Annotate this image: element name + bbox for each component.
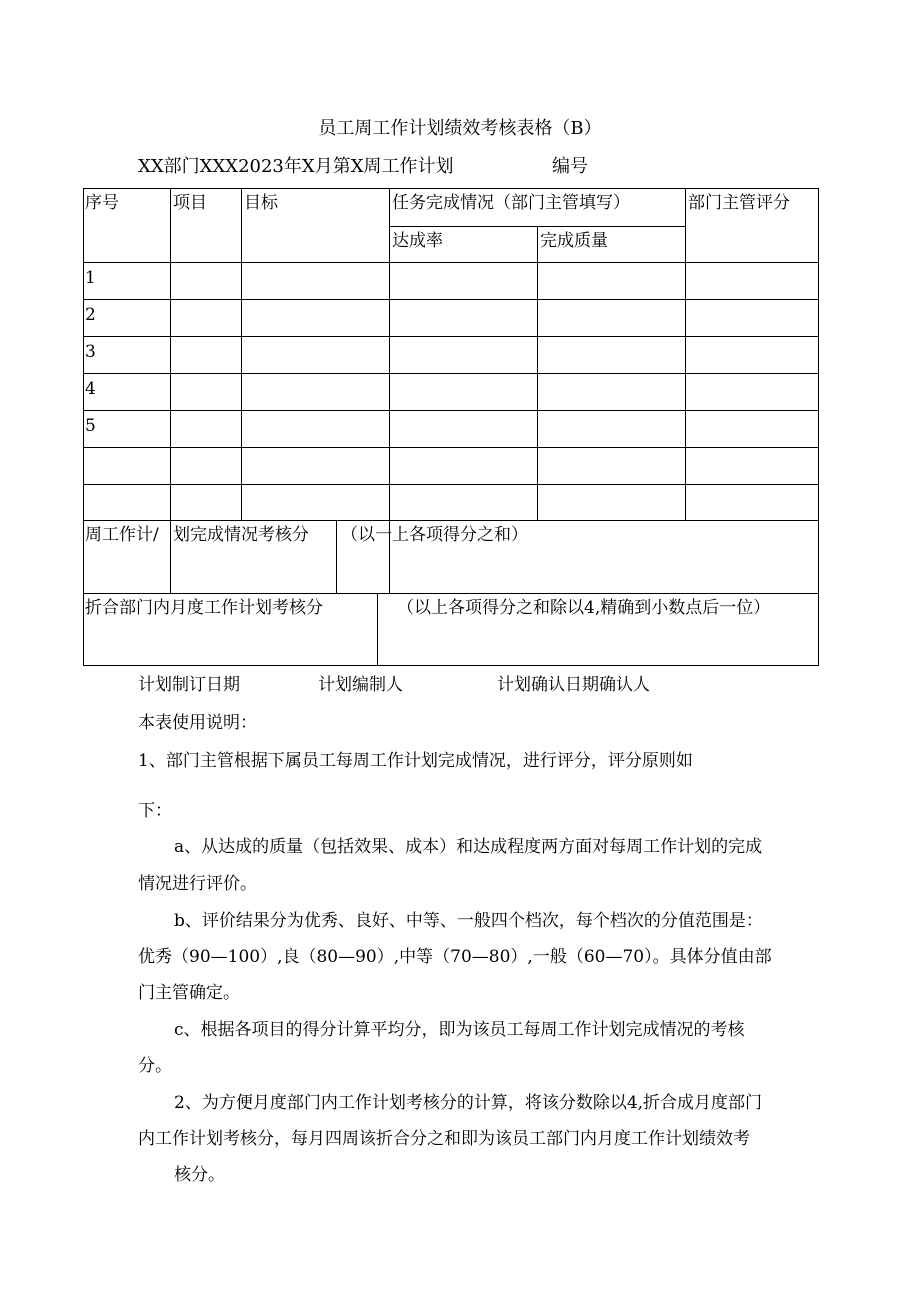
instruction-2-line2: 内工作计划考核分，每月四周该折合分之和即为该员工部门内月度工作计划绩效考 bbox=[138, 1129, 750, 1149]
header-score: 部门主管评分 bbox=[688, 193, 790, 213]
instruction-a-line1: a、从达成的质量（包括效果、成本）和达成程度两方面对每周工作计划的完成 bbox=[174, 837, 763, 857]
instruction-c-line2: 分。 bbox=[138, 1056, 172, 1076]
instruction-b-line3: 门主管确定。 bbox=[138, 983, 240, 1003]
weekly-score-label-part1: 周工作计/ bbox=[85, 525, 159, 545]
row-number: 1 bbox=[85, 268, 96, 288]
instruction-1-line2: 下： bbox=[138, 801, 172, 821]
instruction-a-line2: 情况进行评价。 bbox=[138, 874, 257, 894]
instruction-2-line1: 2、为方便月度部门内工作计划考核分的计算，将该分数除以4,折合成月度部门 bbox=[174, 1093, 763, 1113]
instruction-b-line1: b、评价结果分为优秀、良好、中等、一般四个档次，每个档次的分值范围是： bbox=[174, 911, 763, 931]
plan-author-label: 计划编制人 bbox=[318, 675, 403, 695]
header-item: 项目 bbox=[173, 193, 207, 213]
row-number: 5 bbox=[85, 416, 96, 436]
monthly-score-note: （以上各项得分之和除以4,精确到小数点后一位） bbox=[397, 598, 771, 618]
weekly-score-note-part2: 上各项得分之和） bbox=[392, 525, 528, 545]
page-title: 员工周工作计划绩效考核表格（B） bbox=[318, 118, 602, 139]
instructions-heading: 本表使用说明： bbox=[138, 713, 257, 733]
row-number: 3 bbox=[85, 342, 96, 362]
row-number: 4 bbox=[85, 379, 96, 399]
weekly-score-label-part2: 划完成情况考核分 bbox=[173, 525, 309, 545]
plan-confirm-label: 计划确认日期确认人 bbox=[497, 675, 650, 695]
instruction-c-line1: c、根据各项目的得分计算平均分，即为该员工每周工作计划完成情况的考核 bbox=[174, 1020, 745, 1040]
plan-date-label: 计划制订日期 bbox=[138, 675, 240, 695]
plan-subtitle: XX部门XXX2023年X月第X周工作计划 bbox=[138, 156, 454, 177]
weekly-score-note-part1: （以一 bbox=[341, 525, 392, 545]
instruction-b-line2: 优秀（90—100）,良（80—90）,中等（70—80）,一般（60—70）。具体分值由部 bbox=[138, 947, 772, 967]
row-number: 2 bbox=[85, 305, 96, 325]
header-quality: 完成质量 bbox=[540, 231, 608, 251]
monthly-score-label: 折合部门内月度工作计划考核分 bbox=[85, 598, 323, 618]
header-goal: 目标 bbox=[244, 193, 278, 213]
instruction-2-line3: 核分。 bbox=[174, 1165, 225, 1185]
instruction-1-line1: 1、部门主管根据下属员工每周工作计划完成情况，进行评分，评分原则如 bbox=[138, 751, 693, 771]
header-completion: 任务完成情况（部门主管填写） bbox=[392, 193, 630, 213]
header-seq: 序号 bbox=[85, 193, 119, 213]
serial-number-label: 编号 bbox=[552, 156, 588, 177]
header-rate: 达成率 bbox=[392, 231, 443, 251]
